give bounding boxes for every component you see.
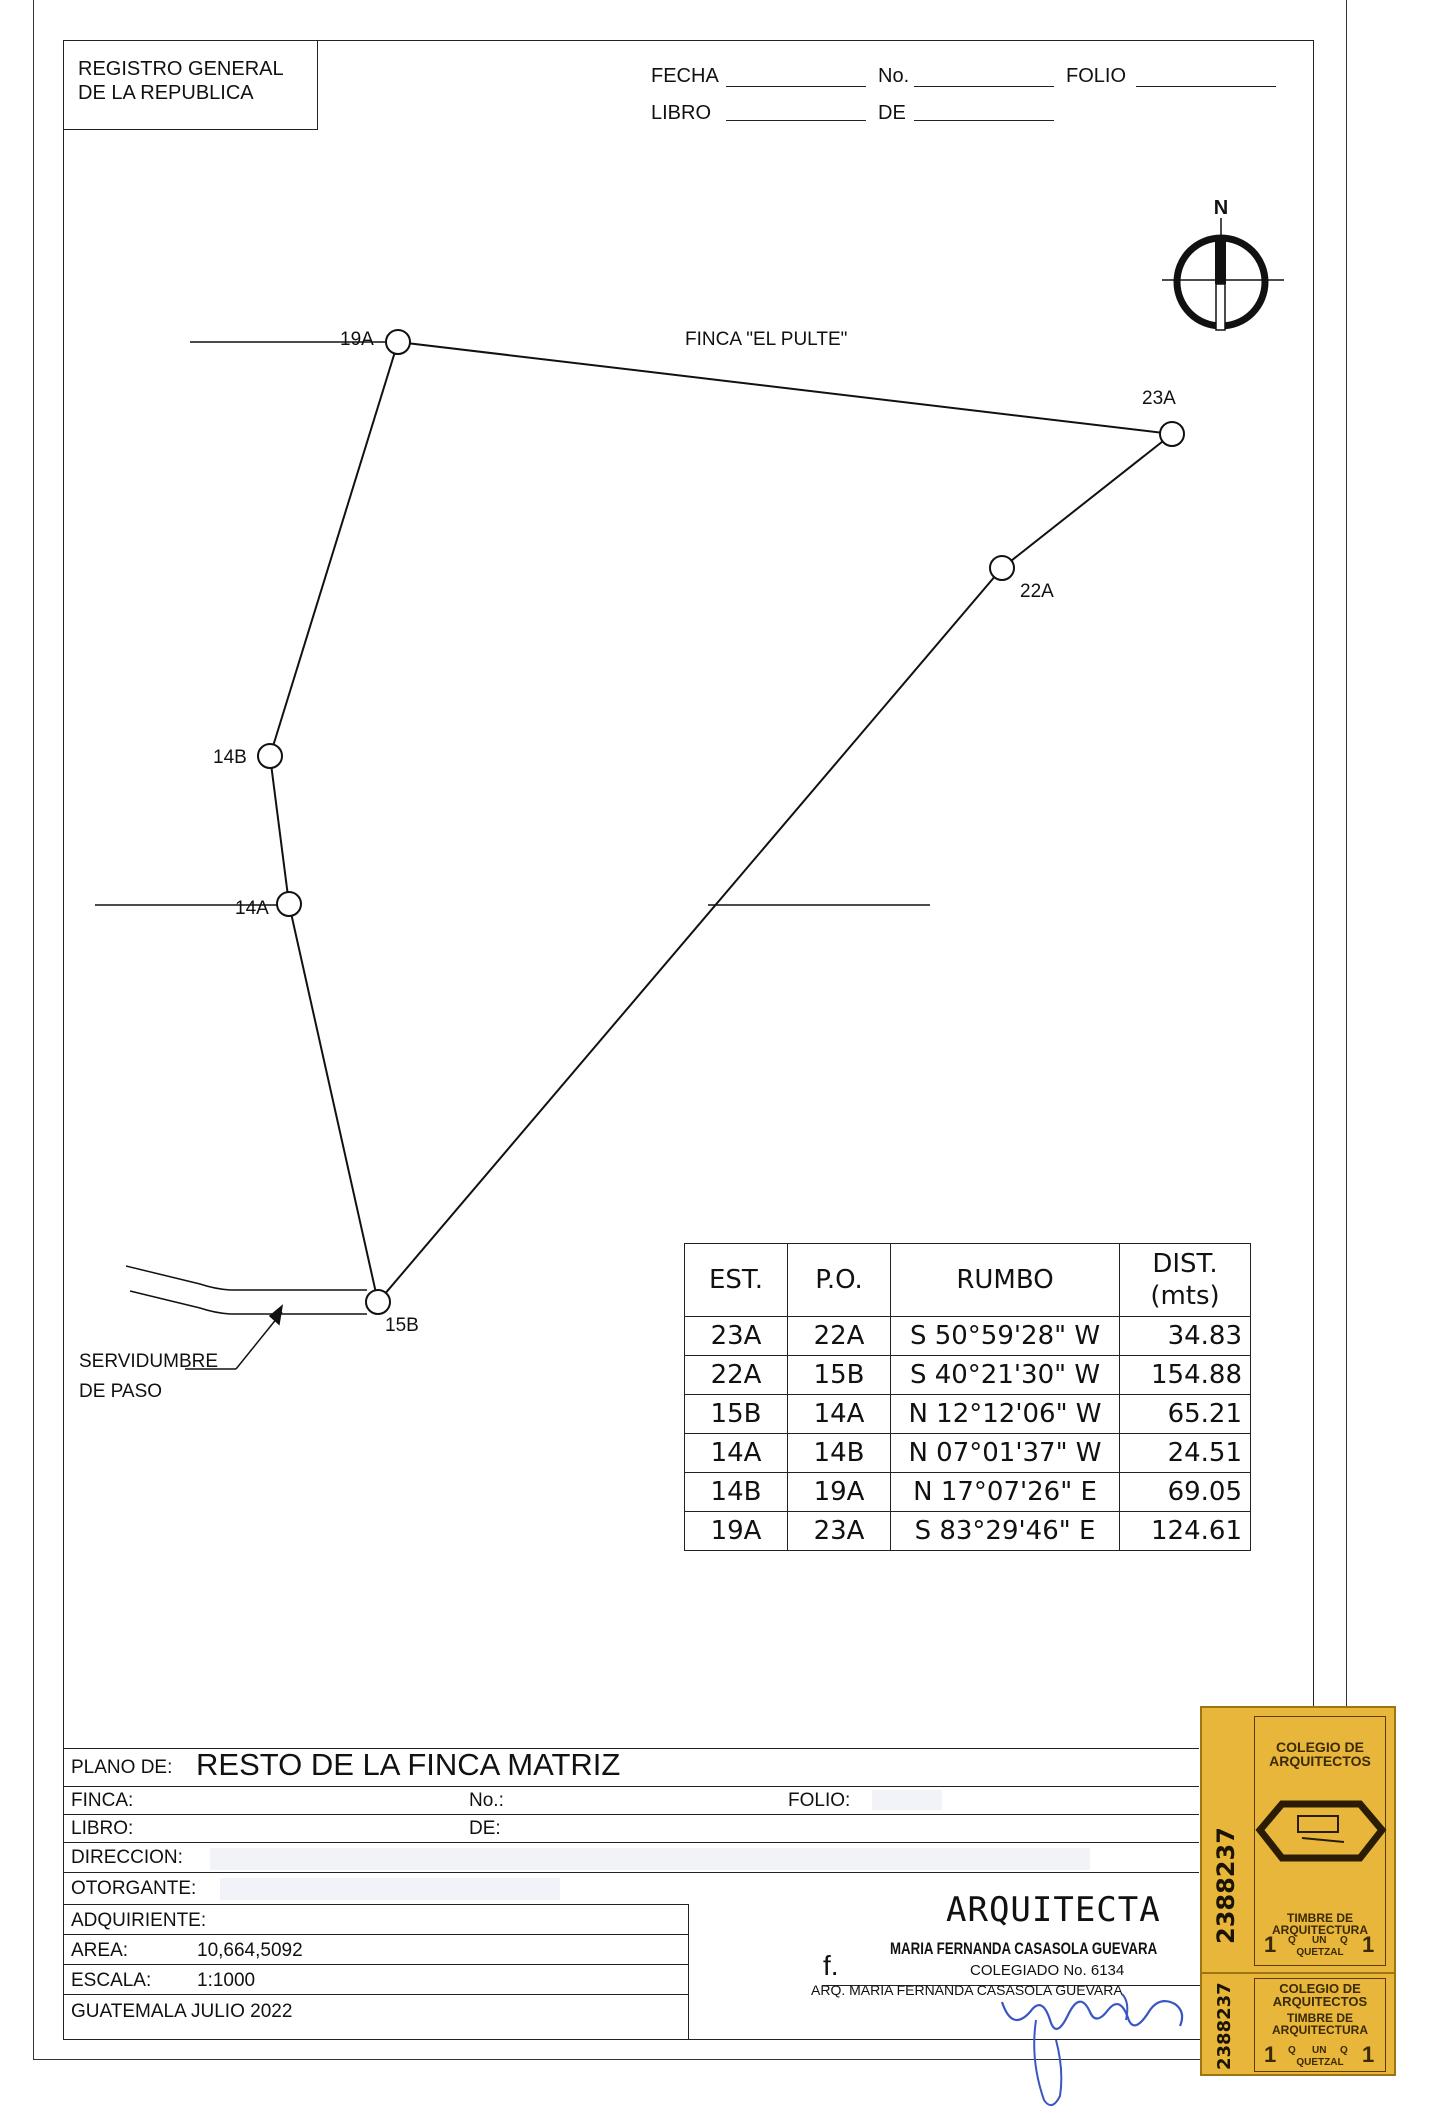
title-block-rule (64, 1904, 689, 1905)
point-label-15B: 15B (385, 1315, 419, 1336)
vertex-23A (1160, 422, 1184, 446)
table-header-row (685, 1244, 1251, 1317)
redacted-field (220, 1878, 560, 1900)
header-rumbo: RUMBO (891, 1244, 1120, 1317)
signer-name: ARQ. MARIA FERNANDA CASASOLA GUEVARA (811, 1982, 1123, 1998)
neighbor-label: FINCA "EL PULTE" (685, 329, 848, 350)
boundary-polygon (270, 342, 1172, 1302)
header-po: P.O. (788, 1244, 891, 1317)
timbre-large-title-2: ARQUITECTOS (1269, 1753, 1371, 1769)
finca-no-label: No.: (469, 1790, 504, 1811)
de-label-tb: DE: (469, 1818, 501, 1839)
table-row (685, 1434, 1251, 1473)
area-value: 10,664,5092 (197, 1940, 303, 1961)
cell-rumbo: S 83°29'46" E (891, 1512, 1120, 1551)
cell-rumbo: S 40°21'30" W (891, 1356, 1120, 1395)
timbre-large-un: UN (1312, 1935, 1327, 1946)
timbre-small (1200, 1972, 1396, 2076)
timbre-small-label-1: TIMBRE DE (1287, 2011, 1353, 2025)
cell-est: 19A (685, 1512, 788, 1551)
point-label-14A: 14A (235, 898, 269, 919)
title-block-rule (64, 1964, 689, 1965)
area-label: AREA: (71, 1940, 129, 1961)
vertex-14A (277, 892, 301, 916)
libro-label-tb: LIBRO: (71, 1818, 134, 1839)
folio-label: FOLIO (1066, 65, 1127, 87)
plano-value: RESTO DE LA FINCA MATRIZ (196, 1747, 621, 1782)
cell-rumbo: N 07°01'37" W (891, 1434, 1120, 1473)
cell-po: 23A (788, 1512, 891, 1551)
fecha-label: FECHA (651, 65, 719, 87)
fecha-lugar: GUATEMALA JULIO 2022 (71, 2001, 293, 2022)
cell-po: 15B (788, 1356, 891, 1395)
timbre-small-number: 2388237 (1214, 1982, 1235, 2070)
servidumbre-label-2: DE PASO (79, 1381, 163, 1402)
header-dist-line-1: DIST. (1152, 1249, 1218, 1279)
cell-dist: 34.83 (1120, 1317, 1251, 1356)
table-row (685, 1356, 1251, 1395)
cell-est: 22A (685, 1356, 788, 1395)
timbre-small-quetzal: QUETZAL (1296, 2057, 1344, 2068)
bearings-table (684, 1243, 1251, 1551)
adquiriente-label: ADQUIRIENTE: (71, 1910, 207, 1931)
cell-po: 19A (788, 1473, 891, 1512)
north-arrow-icon (1162, 197, 1284, 330)
vertices (258, 330, 1184, 1314)
timbre-large-number: 2388237 (1212, 1827, 1240, 1944)
title-block-rule (64, 1994, 689, 1995)
timbre-small-title-2: ARQUITECTOS (1272, 1994, 1368, 2009)
vertex-14B (258, 744, 282, 768)
cell-po: 22A (788, 1317, 891, 1356)
point-label-23A: 23A (1142, 388, 1176, 409)
de-label: DE (878, 102, 906, 124)
timbre-large-label-2: ARQUITECTURA (1272, 1923, 1368, 1937)
title-block-divider (688, 1904, 689, 2040)
title-block-rule (64, 1934, 689, 1935)
timbre-large-quetzal: QUETZAL (1296, 1947, 1344, 1958)
cell-dist: 69.05 (1120, 1473, 1251, 1512)
vertex-22A (990, 556, 1014, 580)
timbre-large-label-1: TIMBRE DE (1287, 1911, 1353, 1925)
vertex-15B (366, 1290, 390, 1314)
cell-dist: 154.88 (1120, 1356, 1251, 1395)
cell-rumbo: N 12°12'06" W (891, 1395, 1120, 1434)
title-block-rule (64, 1872, 1199, 1873)
timbre-large-q1: Q (1288, 1935, 1296, 1946)
timbre-small-label-2: ARQUITECTURA (1272, 2023, 1368, 2037)
signature-f: f. (823, 1950, 839, 1981)
finca-label: FINCA: (71, 1790, 134, 1811)
timbre-large (1200, 1706, 1396, 1974)
title-block-rule (64, 1842, 1199, 1843)
redacted-field (872, 1790, 942, 1810)
adjacent-lines (95, 342, 930, 905)
cell-dist: 24.51 (1120, 1434, 1251, 1473)
header-dist-line-2: (mts) (1150, 1281, 1220, 1311)
title-block-rule (64, 1814, 1199, 1815)
table-row (685, 1512, 1251, 1551)
stamp-name: MARIA FERNANDA CASASOLA GUEVARA (890, 1939, 1158, 1958)
no-label: No. (878, 65, 910, 87)
cell-dist: 65.21 (1120, 1395, 1251, 1434)
redacted-field (210, 1848, 1090, 1870)
cell-dist: 124.61 (1120, 1512, 1251, 1551)
timbre-small-title-1: COLEGIO DE (1279, 1981, 1361, 1996)
timbre-large-title-1: COLEGIO DE (1276, 1739, 1364, 1755)
cell-po: 14B (788, 1434, 891, 1473)
registry-line-2: DE LA REPUBLICA (78, 82, 254, 104)
timbre-large-value-left: 1 (1264, 1932, 1277, 1957)
cell-rumbo: S 50°59'28" W (891, 1317, 1120, 1356)
cell-est: 14B (685, 1473, 788, 1512)
header-est: EST. (685, 1244, 788, 1317)
timbre-small-value-left: 1 (1264, 2042, 1277, 2067)
header-dist (1120, 1244, 1251, 1317)
timbre-large-value-right: 1 (1362, 1932, 1375, 1957)
table-row (685, 1317, 1251, 1356)
libro-label: LIBRO (651, 102, 712, 124)
direccion-label: DIRECCION: (71, 1847, 183, 1868)
cell-po: 14A (788, 1395, 891, 1434)
escala-label: ESCALA: (71, 1970, 152, 1991)
escala-value: 1:1000 (197, 1970, 256, 1991)
servidumbre-label-1: SERVIDUMBRE (79, 1351, 219, 1372)
stamp-title: ARQUITECTA (946, 1890, 1161, 1930)
plano-label: PLANO DE: (71, 1757, 173, 1778)
cell-est: 23A (685, 1317, 788, 1356)
timbre-large-q2: Q (1340, 1935, 1348, 1946)
folio-label-tb: FOLIO: (788, 1790, 851, 1811)
point-label-19A: 19A (340, 329, 374, 350)
point-label-14B: 14B (213, 747, 247, 768)
vertex-19A (386, 330, 410, 354)
point-label-22A: 22A (1020, 581, 1054, 602)
timbre-small-q1: Q (1288, 2045, 1296, 2056)
otorgante-label: OTORGANTE: (71, 1878, 197, 1899)
stamp-colegiado: COLEGIADO No. 6134 (970, 1962, 1125, 1979)
timbre-small-value-right: 1 (1362, 2042, 1375, 2067)
timbre-small-un: UN (1312, 2045, 1327, 2056)
cell-rumbo: N 17°07'26" E (891, 1473, 1120, 1512)
registry-line-1: REGISTRO GENERAL (78, 58, 284, 80)
north-label: N (1213, 197, 1229, 219)
timbre-small-q2: Q (1340, 2045, 1348, 2056)
table-row (685, 1395, 1251, 1434)
table-row (685, 1473, 1251, 1512)
cell-est: 15B (685, 1395, 788, 1434)
cell-est: 14A (685, 1434, 788, 1473)
title-block-rule (64, 1786, 1199, 1787)
